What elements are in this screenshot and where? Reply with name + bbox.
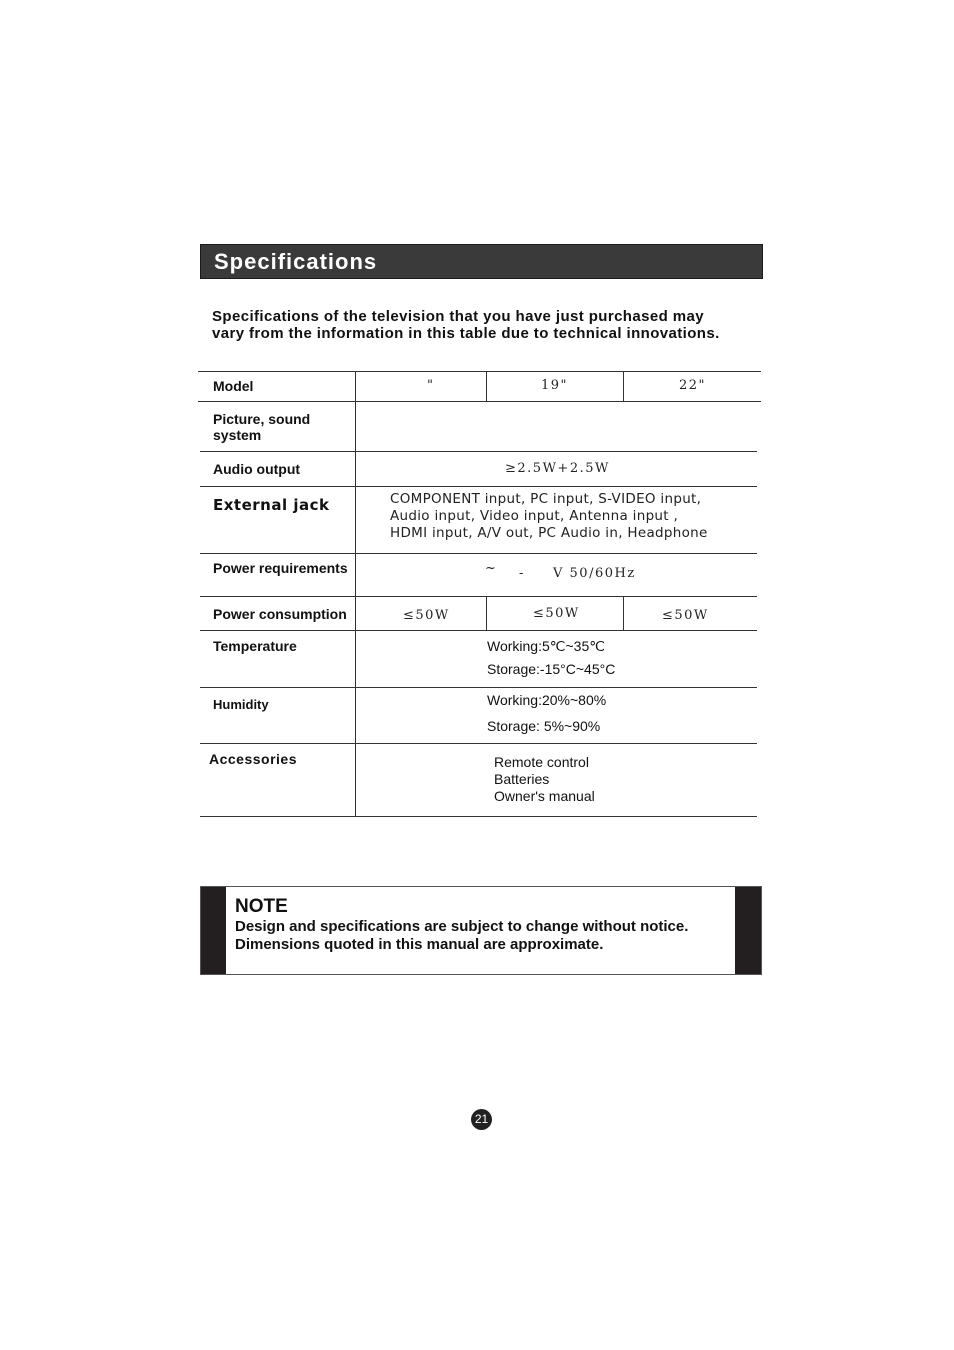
intro-line-1: Specifications of the television that you have just purchased may bbox=[212, 308, 704, 325]
audio-output-value: ≥2.5W+2.5W bbox=[505, 461, 610, 476]
page-number-badge: 21 bbox=[471, 1109, 492, 1130]
power-requirements-tilde: ~ bbox=[485, 561, 498, 576]
external-jack-line-2: Audio input, Video input, Antenna input , bbox=[390, 508, 679, 524]
model-size-2: 19" bbox=[541, 378, 569, 393]
humidity-storage: Storage: 5%~90% bbox=[487, 718, 601, 734]
table-divider bbox=[200, 743, 757, 744]
column-divider bbox=[623, 371, 624, 402]
intro-paragraph bbox=[212, 308, 772, 342]
accessory-item: Remote control bbox=[494, 754, 589, 770]
external-jack-line-3: HDMI input, A/V out, PC Audio in, Headphone bbox=[390, 525, 708, 541]
model-size-1: " bbox=[427, 378, 435, 393]
note-line-2: Dimensions quoted in this manual are approximate. bbox=[235, 936, 604, 953]
power-consumption-value-1: ≤50W bbox=[403, 608, 450, 623]
column-divider bbox=[486, 371, 487, 402]
power-requirements-value: V 50/60Hz bbox=[553, 566, 636, 581]
humidity-working: Working:20%~80% bbox=[487, 692, 607, 708]
table-divider bbox=[200, 553, 757, 554]
table-divider bbox=[200, 596, 757, 597]
temperature-storage: Storage:-15°C~45°C bbox=[487, 661, 616, 677]
column-divider bbox=[355, 371, 356, 817]
note-left-bar bbox=[201, 887, 226, 974]
picture-sound-label bbox=[213, 411, 310, 443]
power-requirements-dash: - bbox=[519, 566, 525, 581]
column-divider bbox=[623, 597, 624, 630]
table-divider bbox=[198, 401, 761, 402]
temperature-label: Temperature bbox=[213, 638, 297, 654]
picture-sound-label-line-2: system bbox=[213, 427, 262, 443]
accessory-item: Batteries bbox=[494, 771, 550, 787]
external-jack-line-1: COMPONENT input, PC input, S-VIDEO input, bbox=[390, 491, 702, 507]
note-title: NOTE bbox=[235, 896, 288, 917]
temperature-working: Working:5℃~35℃ bbox=[487, 638, 605, 654]
table-divider bbox=[200, 687, 757, 688]
table-divider bbox=[200, 630, 757, 631]
note-line-1: Design and specifications are subject to change without notice. bbox=[235, 918, 689, 935]
model-label: Model bbox=[213, 378, 254, 394]
power-requirements-label: Power requirements bbox=[213, 560, 348, 576]
external-jack-label: External jack bbox=[213, 496, 330, 514]
accessory-item: Owner's manual bbox=[494, 788, 595, 804]
picture-sound-label-line-1: Picture, sound bbox=[213, 411, 311, 427]
table-divider bbox=[200, 451, 757, 452]
audio-output-label: Audio output bbox=[213, 461, 301, 477]
accessories-label: Accessories bbox=[209, 751, 298, 767]
humidity-label: Humidity bbox=[213, 697, 269, 712]
note-box bbox=[200, 886, 762, 975]
note-right-bar bbox=[735, 887, 761, 974]
intro-line-2: vary from the information in this table due to technical innovations. bbox=[212, 325, 720, 342]
column-divider bbox=[486, 597, 487, 630]
power-consumption-label: Power consumption bbox=[213, 606, 347, 622]
table-divider bbox=[200, 486, 757, 487]
power-consumption-value-3: ≤50W bbox=[662, 608, 709, 623]
model-size-3: 22" bbox=[679, 378, 707, 393]
table-border bbox=[200, 816, 757, 817]
power-consumption-value-2: ≤50W bbox=[533, 606, 580, 621]
page-title: Specifications bbox=[214, 249, 378, 274]
section-title-bar bbox=[200, 244, 763, 279]
table-border bbox=[198, 371, 761, 372]
